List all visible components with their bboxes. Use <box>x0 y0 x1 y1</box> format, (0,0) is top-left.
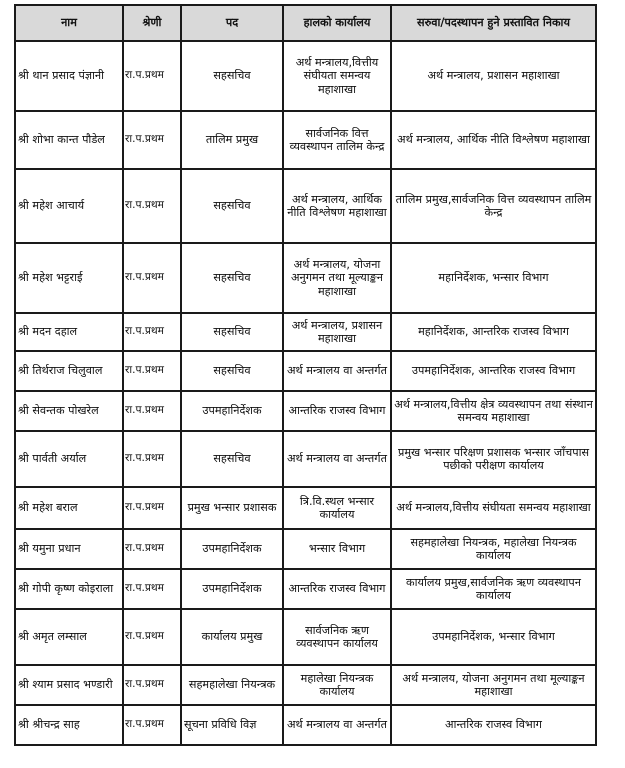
cell-proposed-body: अर्थ मन्त्रालय, योजना अनुगमन तथा मूल्याङ्कन महाशाखा <box>391 665 596 705</box>
cell-name: श्री श्रीचन्द्र साह <box>15 705 123 745</box>
cell-proposed-body: उपमहानिर्देशक, आन्तरिक राजस्व विभाग <box>391 351 596 391</box>
cell-grade: रा.प.प्रथम <box>123 487 181 529</box>
table-row <box>15 41 596 111</box>
cell-post: सहसचिव <box>181 243 283 313</box>
cell-proposed-body: सहमहालेखा नियन्त्रक, महालेखा नियन्त्रक कार्यालय <box>391 529 596 569</box>
table-row <box>15 529 596 569</box>
cell-current-office: आन्तरिक राजस्व विभाग <box>283 391 391 431</box>
table-row <box>15 111 596 169</box>
transfer-table <box>14 4 597 746</box>
cell-name: श्री सेवन्तक पोखरेल <box>15 391 123 431</box>
cell-proposed-body: कार्यालय प्रमुख,सार्वजनिक ऋण व्यवस्थापन कार्यालय <box>391 569 596 609</box>
header-current-office: हालको कार्यालय <box>283 5 391 41</box>
cell-current-office: आन्तरिक राजस्व विभाग <box>283 569 391 609</box>
table-row <box>15 487 596 529</box>
cell-name: श्री गोपी कृष्ण कोइराला <box>15 569 123 609</box>
cell-post: सहसचिव <box>181 41 283 111</box>
cell-grade: रा.प.प्रथम <box>123 351 181 391</box>
header-name: नाम <box>15 5 123 41</box>
cell-grade: रा.प.प्रथम <box>123 665 181 705</box>
table-row <box>15 705 596 745</box>
header-post: पद <box>181 5 283 41</box>
cell-post: उपमहानिर्देशक <box>181 391 283 431</box>
cell-grade: रा.प.प्रथम <box>123 609 181 665</box>
cell-name: श्री महेश भट्टराई <box>15 243 123 313</box>
cell-proposed-body: महानिर्देशक, आन्तरिक राजस्व विभाग <box>391 313 596 351</box>
cell-grade: रा.प.प्रथम <box>123 391 181 431</box>
cell-proposed-body: प्रमुख भन्सार परिक्षण प्रशासक भन्सार जाँचपास पछीको परीक्षण कार्यालय <box>391 431 596 487</box>
header-proposed-body: सरुवा/पदस्थापन हुने प्रस्तावित निकाय <box>391 5 596 41</box>
cell-proposed-body: अर्थ मन्त्रालय, आर्थिक नीति विश्लेषण महाशाखा <box>391 111 596 169</box>
cell-proposed-body: अर्थ मन्त्रालय,वित्तीय क्षेत्र व्यवस्थापन तथा संस्थान समन्वय महाशाखा <box>391 391 596 431</box>
table-row <box>15 569 596 609</box>
table-row <box>15 243 596 313</box>
cell-post: तालिम प्रमुख <box>181 111 283 169</box>
table-row <box>15 313 596 351</box>
cell-grade: रा.प.प्रथम <box>123 569 181 609</box>
cell-current-office: त्रि.वि.स्थल भन्सार कार्यालय <box>283 487 391 529</box>
table-row <box>15 391 596 431</box>
cell-current-office: अर्थ मन्त्रालय, प्रशासन महाशाखा <box>283 313 391 351</box>
cell-current-office: अर्थ मन्त्रालय, योजना अनुगमन तथा मूल्याङ्कन महाशाखा <box>283 243 391 313</box>
cell-post: सहसचिव <box>181 169 283 243</box>
cell-post: उपमहानिर्देशक <box>181 569 283 609</box>
table-row <box>15 169 596 243</box>
cell-current-office: अर्थ मन्त्रालय वा अन्तर्गत <box>283 705 391 745</box>
cell-name: श्री मदन दहाल <box>15 313 123 351</box>
cell-proposed-body: उपमहानिर्देशक, भन्सार विभाग <box>391 609 596 665</box>
cell-proposed-body: तालिम प्रमुख,सार्वजनिक वित्त व्यवस्थापन तालिम केन्द्र <box>391 169 596 243</box>
cell-grade: रा.प.प्रथम <box>123 705 181 745</box>
cell-current-office: अर्थ मन्त्रालय वा अन्तर्गत <box>283 351 391 391</box>
cell-proposed-body: अर्थ मन्त्रालय, प्रशासन महाशाखा <box>391 41 596 111</box>
table-row <box>15 431 596 487</box>
cell-current-office: अर्थ मन्त्रालय,वित्तीय संघीयता समन्वय महाशाखा <box>283 41 391 111</box>
cell-name: श्री महेश आचार्य <box>15 169 123 243</box>
cell-grade: रा.प.प्रथम <box>123 111 181 169</box>
cell-current-office: अर्थ मन्त्रालय, आर्थिक नीति विश्लेषण महाशाखा <box>283 169 391 243</box>
cell-proposed-body: महानिर्देशक, भन्सार विभाग <box>391 243 596 313</box>
cell-current-office: सार्वजनिक ऋण व्यवस्थापन कार्यालय <box>283 609 391 665</box>
cell-name: श्री यमुना प्रधान <box>15 529 123 569</box>
cell-proposed-body: अर्थ मन्त्रालय,वित्तीय संघीयता समन्वय महाशाखा <box>391 487 596 529</box>
cell-post: उपमहानिर्देशक <box>181 529 283 569</box>
cell-current-office: महालेखा नियन्त्रक कार्यालय <box>283 665 391 705</box>
cell-grade: रा.प.प्रथम <box>123 243 181 313</box>
cell-post: सहसचिव <box>181 351 283 391</box>
cell-grade: रा.प.प्रथम <box>123 529 181 569</box>
cell-post: सहमहालेखा नियन्त्रक <box>181 665 283 705</box>
cell-proposed-body: आन्तरिक राजस्व विभाग <box>391 705 596 745</box>
cell-name: श्री महेश बराल <box>15 487 123 529</box>
cell-grade: रा.प.प्रथम <box>123 169 181 243</box>
cell-grade: रा.प.प्रथम <box>123 431 181 487</box>
cell-post: सूचना प्रविधि विज्ञ <box>181 705 283 745</box>
cell-name: श्री शोभा कान्त पौडेल <box>15 111 123 169</box>
cell-name: श्री थान प्रसाद पंज्ञानी <box>15 41 123 111</box>
cell-post: प्रमुख भन्सार प्रशासक <box>181 487 283 529</box>
table-row <box>15 609 596 665</box>
cell-current-office: अर्थ मन्त्रालय वा अन्तर्गत <box>283 431 391 487</box>
table-row <box>15 351 596 391</box>
cell-post: सहसचिव <box>181 313 283 351</box>
cell-name: श्री तिर्थराज चिलुवाल <box>15 351 123 391</box>
cell-post: सहसचिव <box>181 431 283 487</box>
table-row <box>15 665 596 705</box>
cell-grade: रा.प.प्रथम <box>123 41 181 111</box>
header-row <box>15 5 596 41</box>
cell-grade: रा.प.प्रथम <box>123 313 181 351</box>
cell-name: श्री श्याम प्रसाद भण्डारी <box>15 665 123 705</box>
header-grade: श्रेणी <box>123 5 181 41</box>
cell-post: कार्यालय प्रमुख <box>181 609 283 665</box>
cell-name: श्री पार्वती अर्याल <box>15 431 123 487</box>
cell-current-office: सार्वजनिक वित्त व्यवस्थापन तालिम केन्द्र <box>283 111 391 169</box>
cell-current-office: भन्सार विभाग <box>283 529 391 569</box>
cell-name: श्री अमृत लम्साल <box>15 609 123 665</box>
